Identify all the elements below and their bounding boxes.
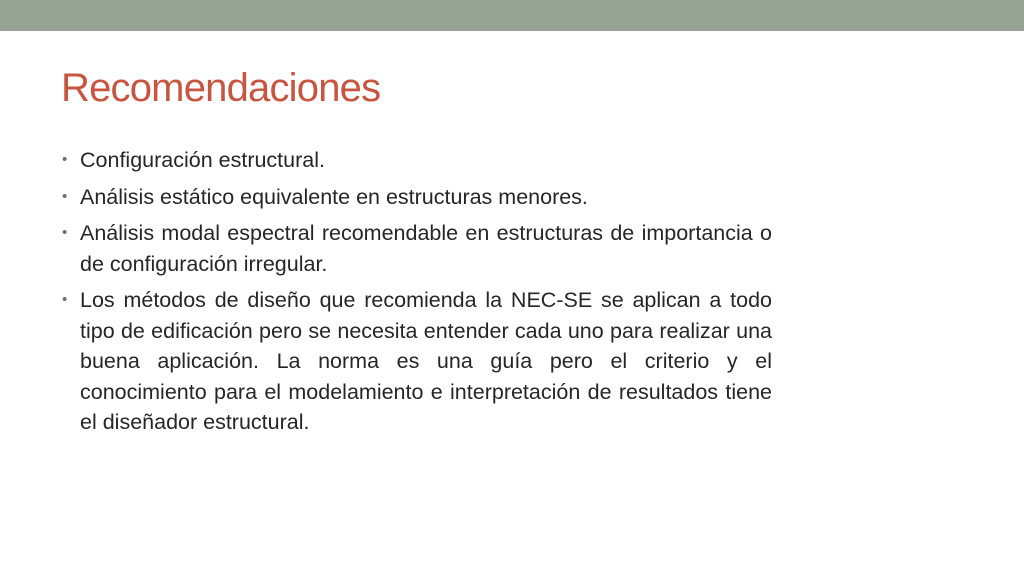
bullet-dot-icon: • xyxy=(62,187,68,205)
bullet-text: Análisis modal espectral recomendable en estructuras de importancia o de configuración irregular. xyxy=(80,221,772,276)
bullet-item xyxy=(62,218,772,279)
bullet-dot-icon: • xyxy=(62,151,68,168)
bullet-dot-icon: • xyxy=(62,224,68,241)
slide-title: Recomendaciones xyxy=(61,66,381,110)
bullet-dot-icon: • xyxy=(62,291,68,308)
bullet-text: Análisis estático equivalente en estructuras menores. xyxy=(80,184,588,209)
bullet-item xyxy=(62,182,772,213)
bullet-item xyxy=(62,145,772,176)
top-accent-bar xyxy=(0,0,1024,31)
bullet-item xyxy=(62,285,772,438)
bullet-list xyxy=(62,145,772,444)
bullet-text: Configuración estructural. xyxy=(80,148,325,172)
bullet-text: Los métodos de diseño que recomienda la NEC-SE se aplican a todo tipo de edificación pero se necesita entender cada uno para realizar una buena aplicación. La norma es una guía pero el criterio y el conocimiento para el modelamiento e interpretación de resultados tiene el diseñador estructural. xyxy=(80,288,772,434)
